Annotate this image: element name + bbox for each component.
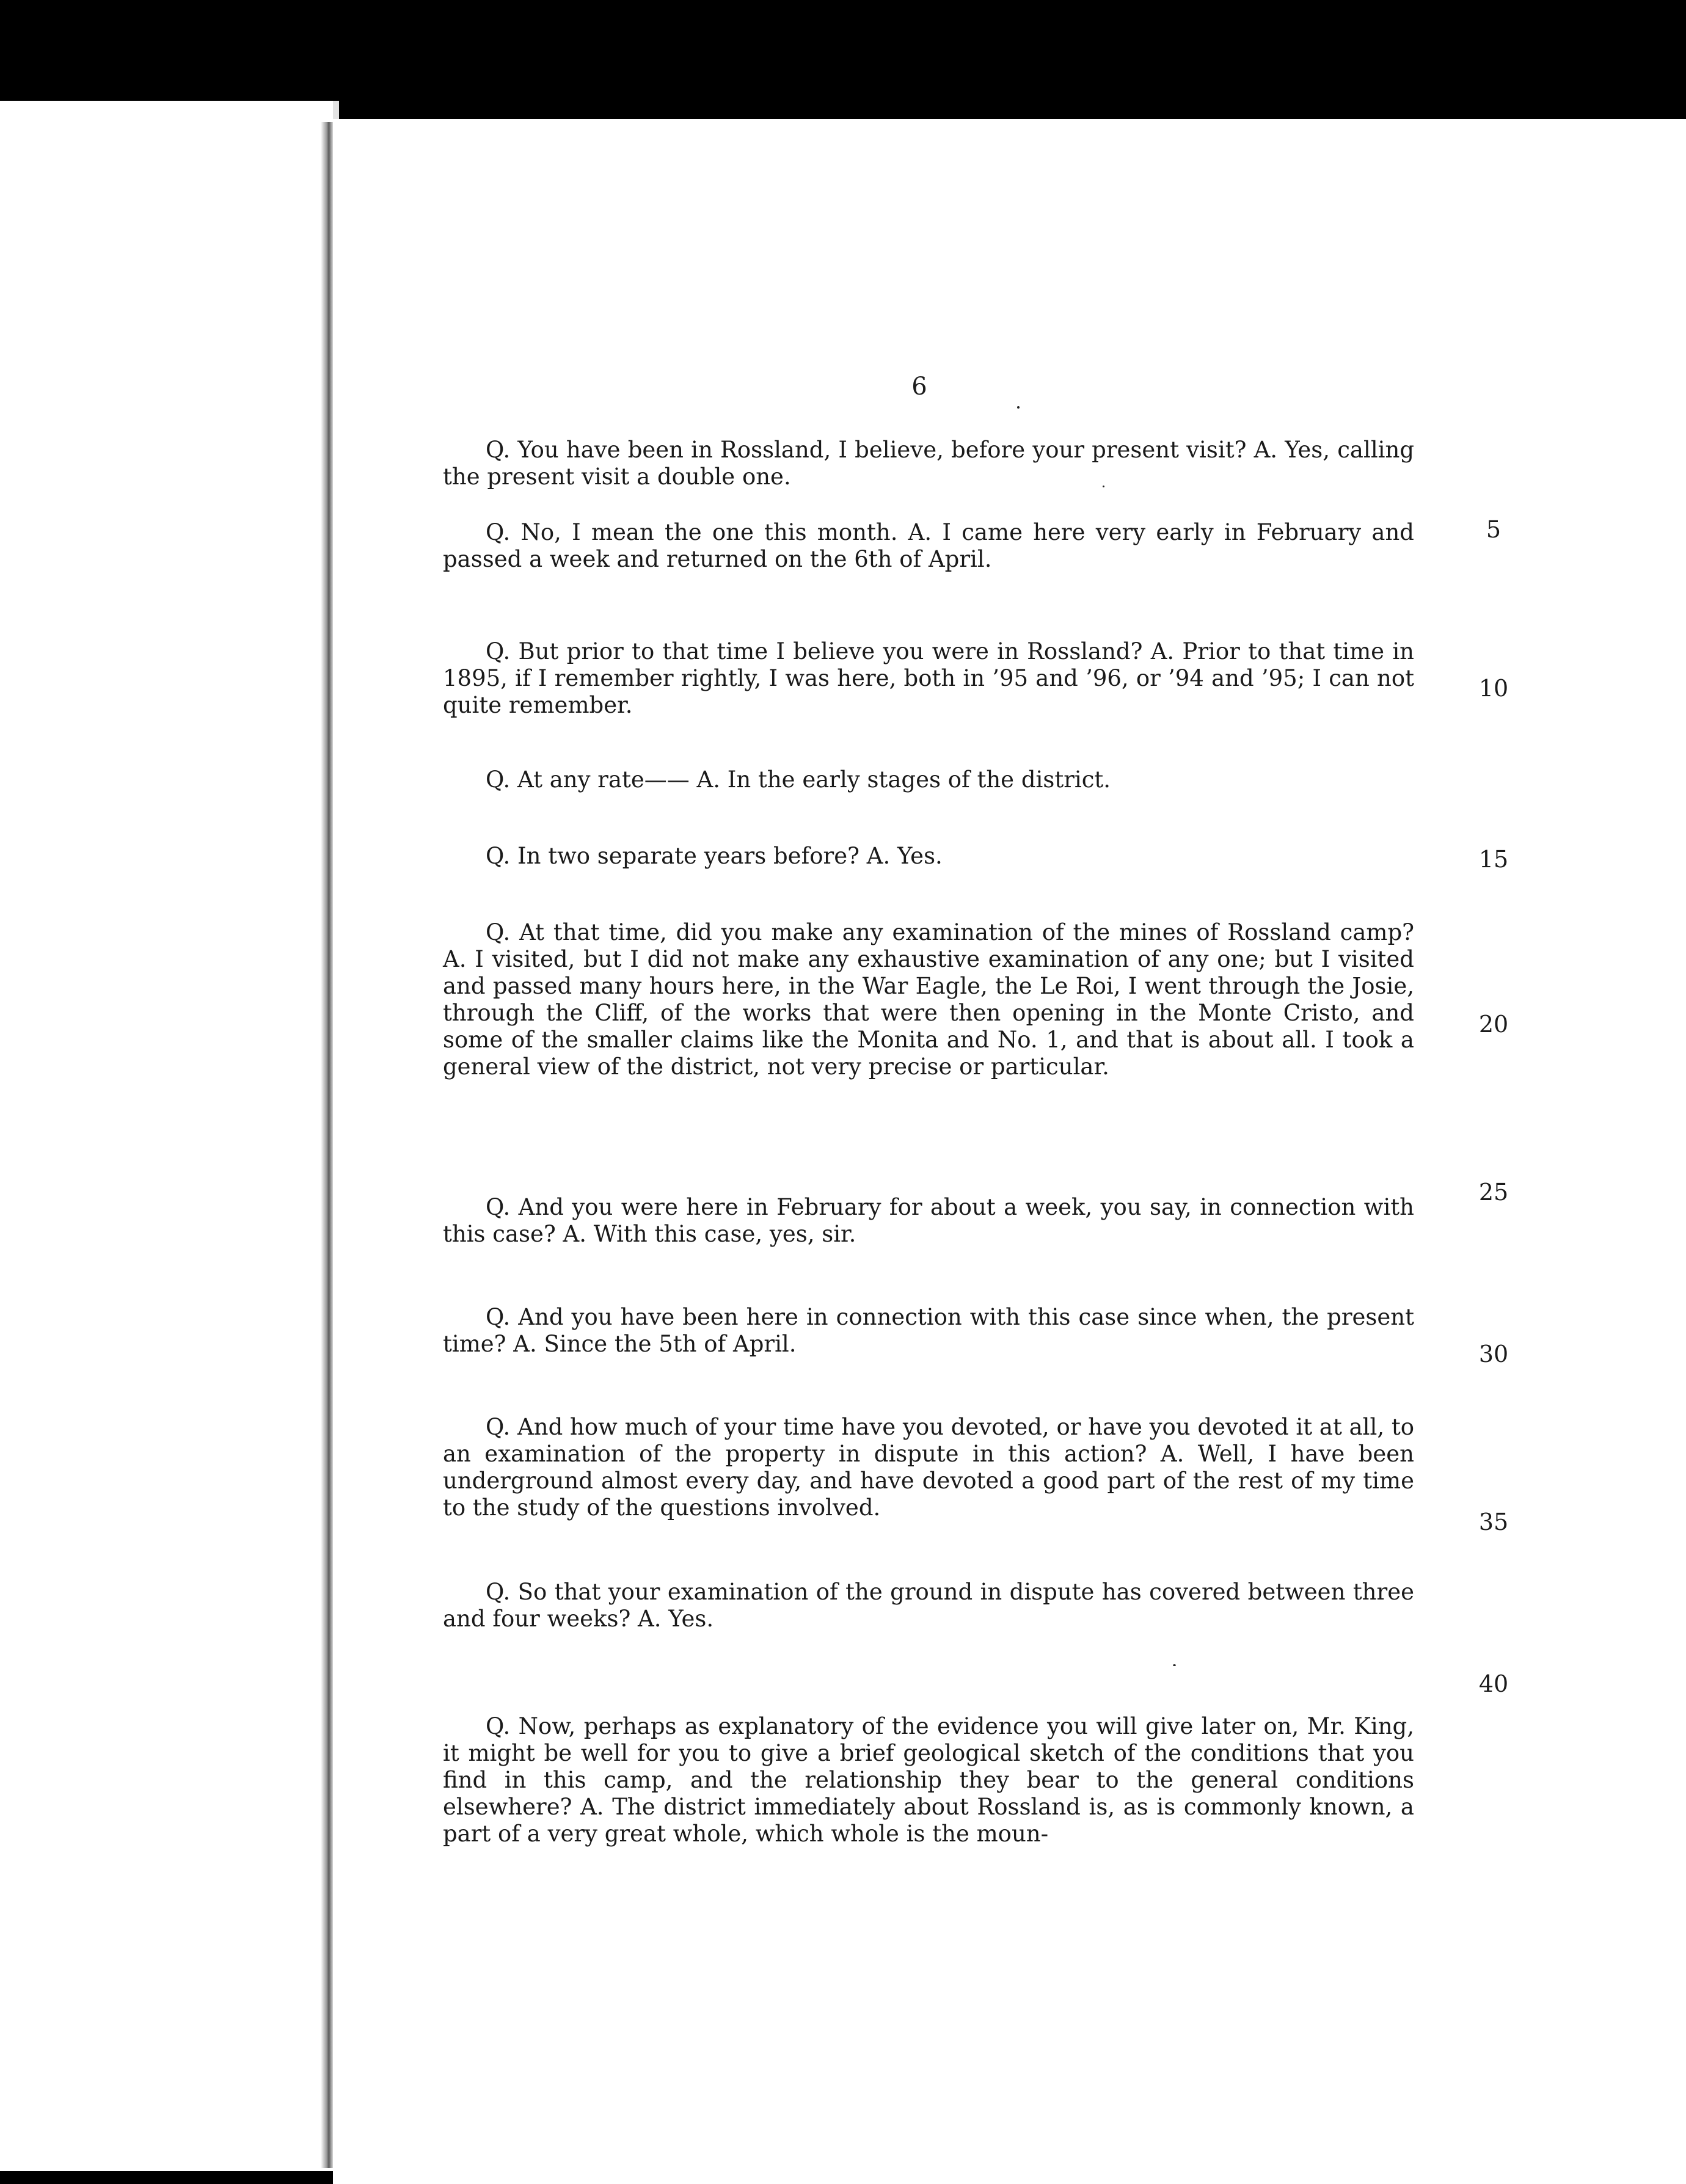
testimony-paragraph: Q. You have been in Rossland, I believe, before your present visit? A. Yes, calling the present visit a double one. [443, 437, 1414, 490]
testimony-paragraph: Q. No, I mean the one this month. A. I came here very early in February and passed a week and returned on the 6th of April. [443, 519, 1414, 572]
page-number: 6 [911, 373, 927, 401]
line-number: 25 [1478, 1179, 1509, 1206]
line-number: 10 [1478, 675, 1509, 702]
scan-speck [1173, 1664, 1176, 1666]
left-blank-page [0, 101, 339, 2171]
testimony-paragraph: Q. At that time, did you make any examination of the mines of Rossland camp? A. I visited, but I did not make any exhaustive examination of any one; but I visited and passed many hours here, in the War Eagle, the Le Roi, I went through the Josie, through the Cliff, of the works that were then opening in the Monte Cristo, and some of the smaller claims like the Monita and No. 1, and that is about all. I took a general view of the district, not very precise or particular. [443, 919, 1414, 1080]
testimony-paragraph: Q. At any rate—— A. In the early stages of the district. [486, 766, 1111, 793]
line-number: 40 [1478, 1670, 1509, 1697]
testimony-paragraph: Q. So that your examination of the ground in dispute has covered between three and four weeks? A. Yes. [443, 1579, 1414, 1632]
testimony-paragraph: Q. And you were here in February for about a week, you say, in connection with this case? A. With this case, yes, sir. [443, 1194, 1414, 1247]
line-number: 20 [1478, 1011, 1509, 1038]
scan-speck [1017, 406, 1020, 409]
right-text-page [333, 119, 1686, 2184]
scan-speck [1103, 486, 1104, 487]
line-number: 35 [1478, 1509, 1509, 1535]
testimony-paragraph: Q. In two separate years before? A. Yes. [486, 843, 943, 869]
testimony-paragraph: Q. And you have been here in connection with this case since when, the present time? A. Since the 5th of April. [443, 1304, 1414, 1357]
line-number: 15 [1478, 846, 1509, 873]
line-number: 5 [1486, 516, 1502, 543]
testimony-paragraph: Q. And how much of your time have you devoted, or have you devoted it at all, to an examination of the property in dispute in this action? A. Well, I have been underground almost every day, and have devoted a good part of the rest of my time to the study of the questions involved. [443, 1414, 1414, 1521]
testimony-paragraph: Q. But prior to that time I believe you were in Rossland? A. Prior to that time in 1895, if I remember rightly, I was here, both in ’95 and ’96, or ’94 and ’95; I can not quite remember. [443, 638, 1414, 718]
testimony-paragraph: Q. Now, perhaps as explanatory of the evidence you will give later on, Mr. King, it might be well for you to give a brief geological sketch of the conditions that you find in this camp, and the relationship they bear to the general conditions elsewhere? A. The district immediately about Rossland is, as is commonly known, a part of a very great whole, which whole is the moun- [443, 1713, 1414, 1847]
book-spine-shadow [321, 122, 334, 2168]
line-number: 30 [1478, 1341, 1509, 1367]
